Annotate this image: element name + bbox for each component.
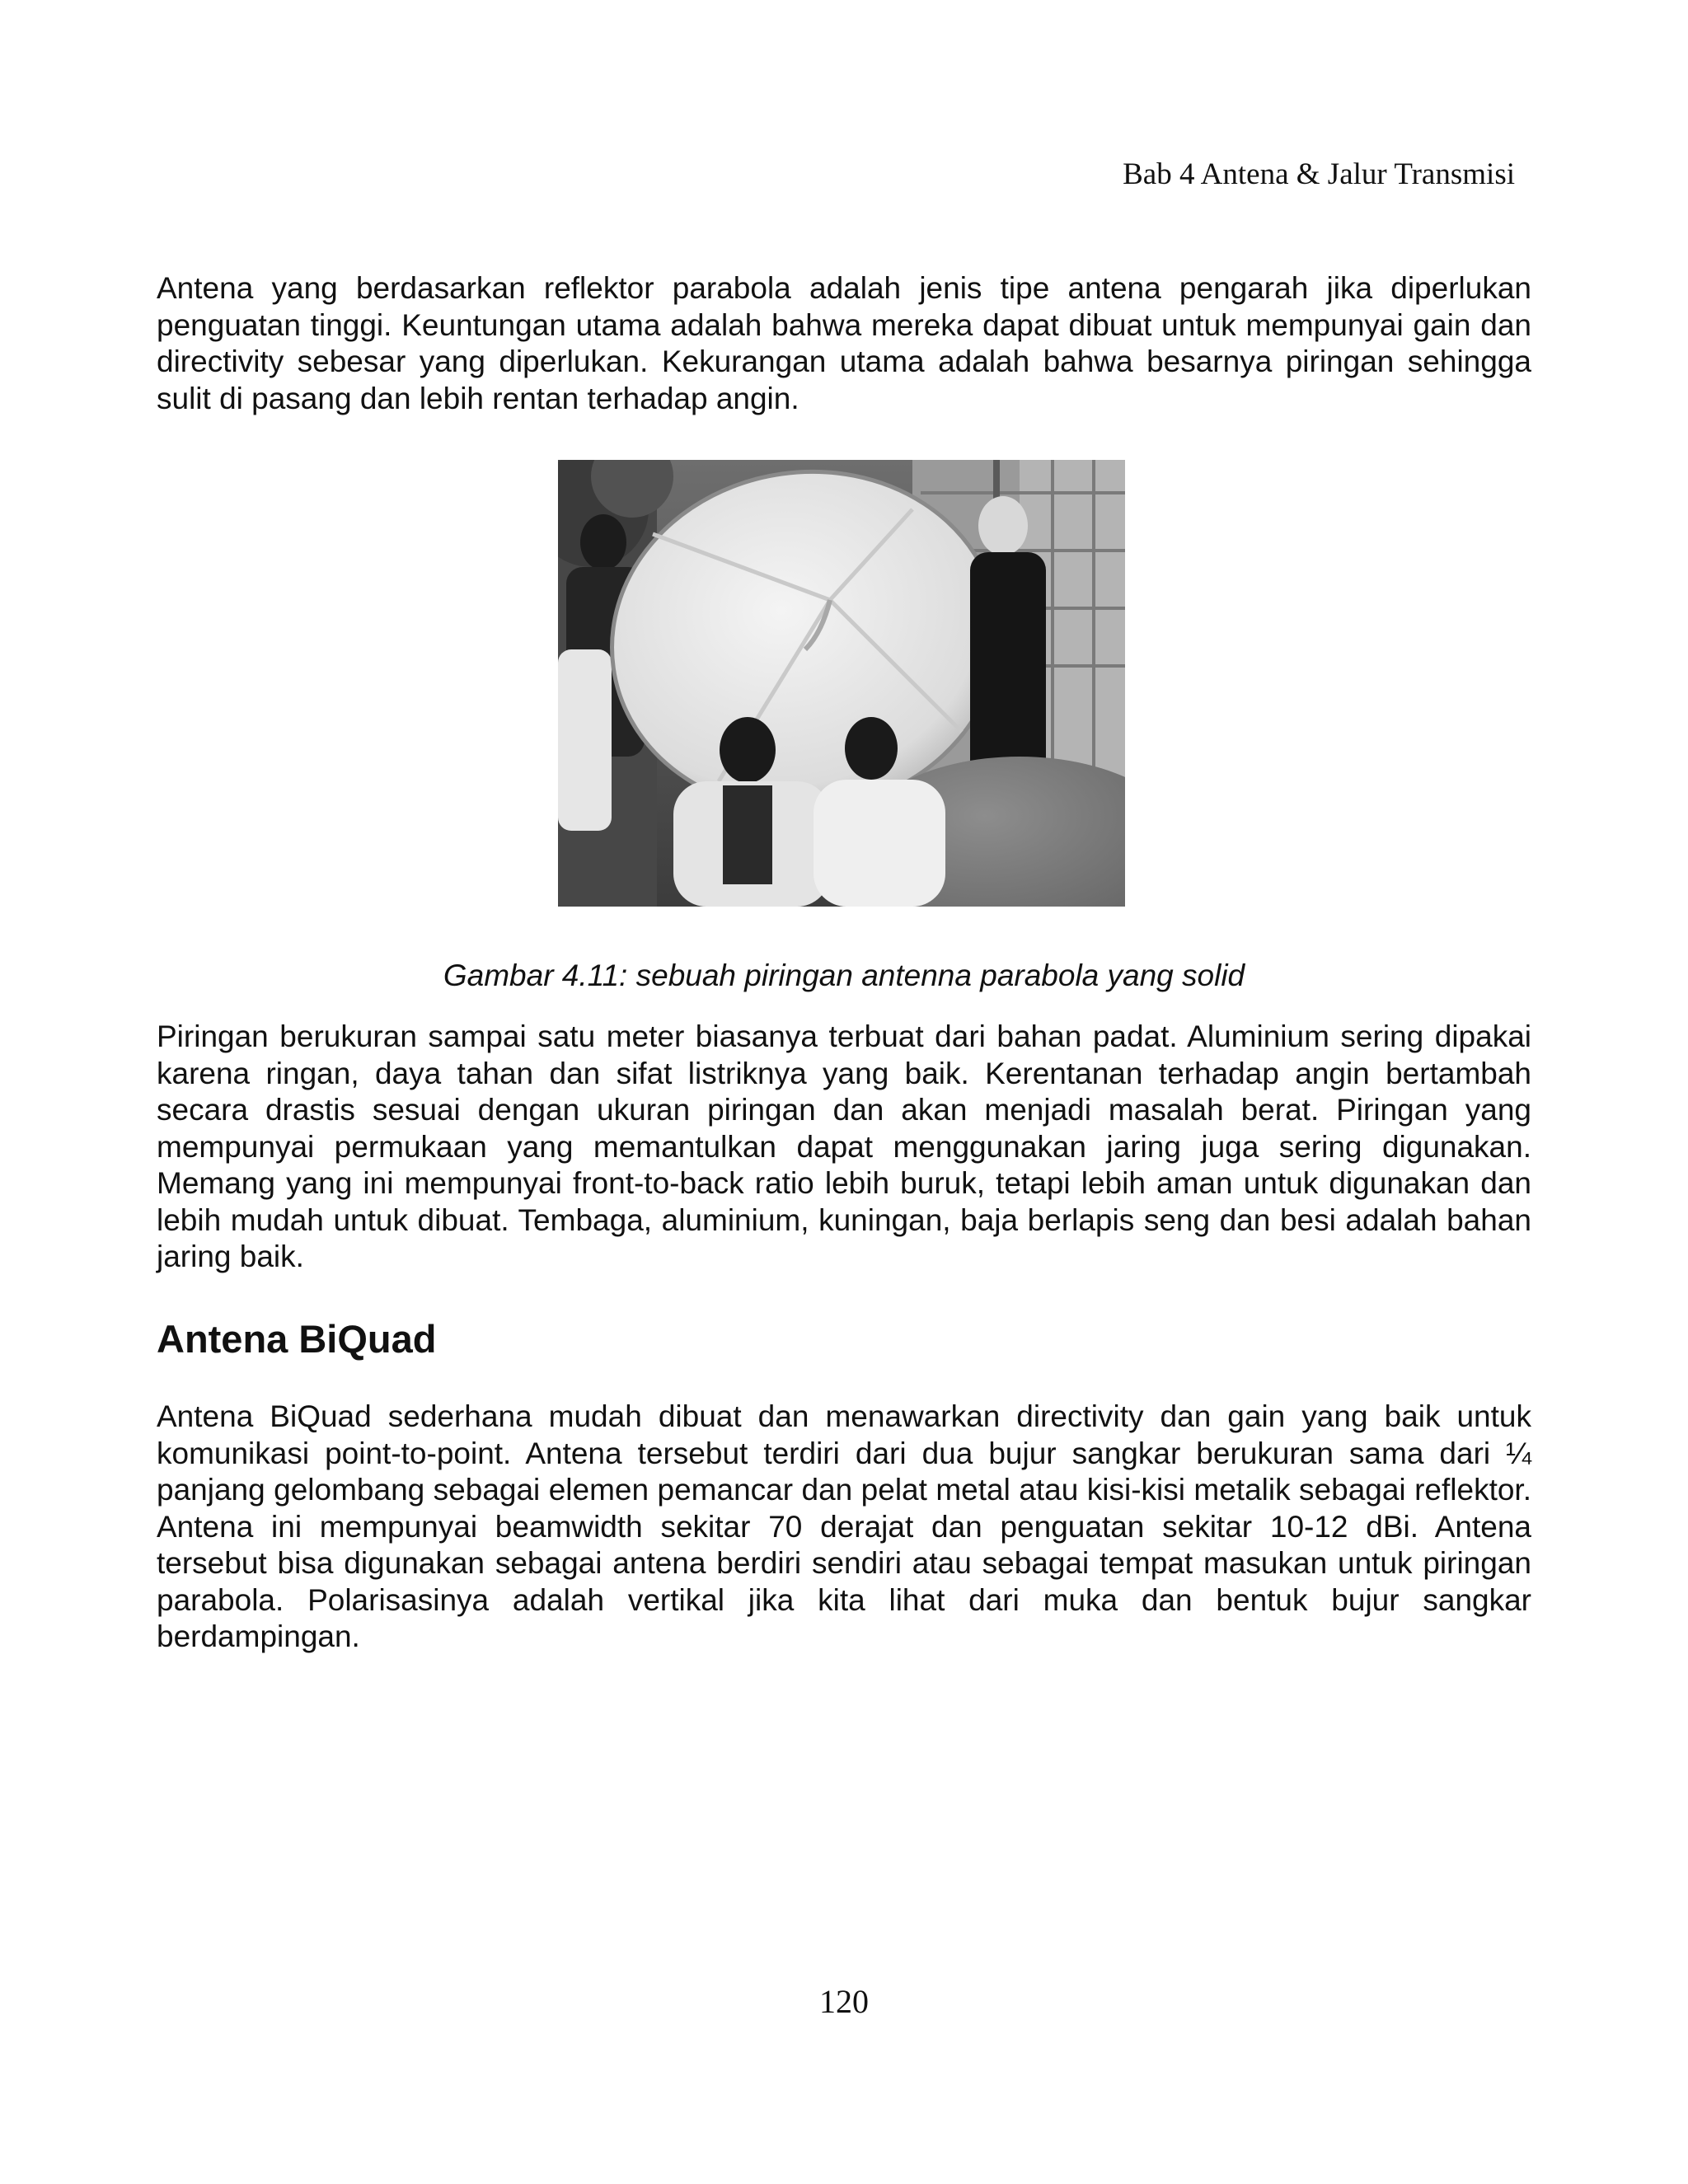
paragraph-biquad: Antena BiQuad sederhana mudah dibuat dan menawarkan directivity dan gain yang baik untuk komunikasi point-to-point. Antena tersebut terdiri dari dua bujur sangkar berukuran sama dari ¼ panjang gelombang sebagai elemen pemancar dan pelat metal atau kisi-kisi metalik sebagai reflektor. Antena ini mempunyai beamwidth sekitar 70 derajat dan penguatan sekitar 10-12 dBi. Antena tersebut bisa digunakan sebagai antena berdiri sendiri atau sebagai tempat masukan untuk piringan parabola. Polarisasinya adalah vertikal jika kita lihat dari muka dan bentuk bujur sangkar berdampingan. [157, 1399, 1531, 1653]
running-header: Bab 4 Antena & Jalur Transmisi [1123, 157, 1515, 191]
section-heading: Antena BiQuad [157, 1317, 437, 1361]
paragraph-after-figure: Piringan berukuran sampai satu meter biasanya terbuat dari bahan padat. Aluminium sering dipakai karena ringan, daya tahan dan sifat listriknya yang baik. Kerentanan terhadap angin bertambah secara drastis sesuai dengan ukuran piringan dan akan menjadi masalah berat. Piringan yang mempunyai permukaan yang memantulkan dapat menggunakan jaring juga sering digunakan. Memang yang ini mempunyai front-to-back ratio lebih buruk, tetapi lebih aman untuk digunakan dan lebih mudah untuk dibuat. Tembaga, aluminium, kuningan, baja berlapis seng dan besi adalah bahan jaring baik. [157, 1019, 1531, 1273]
figure-caption: Gambar 4.11: sebuah piringan antenna parabola yang solid [443, 958, 1245, 992]
page-number: 120 [819, 1983, 869, 2020]
paragraph-intro: Antena yang berdasarkan reflektor parabola adalah jenis tipe antena pengarah jika diperlukan penguatan tinggi. Keuntungan utama adalah bahwa mereka dapat dibuat untuk mempunyai gain dan directivity sebesar yang diperlukan. Kekurangan utama adalah bahwa besarnya piringan sehingga sulit di pasang dan lebih rentan terhadap angin. [157, 271, 1531, 415]
figure-parabolic-dish-photo [558, 460, 1125, 907]
